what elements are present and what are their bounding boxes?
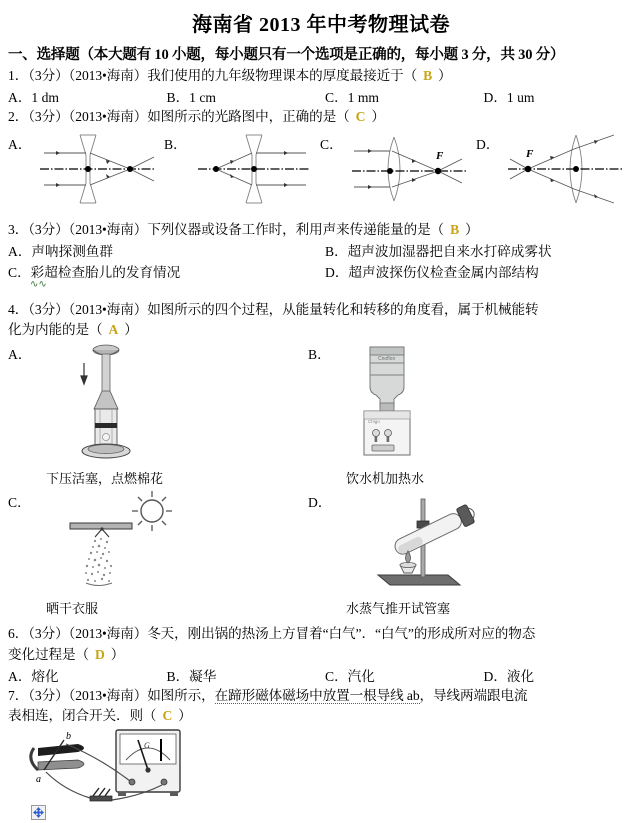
- question-6-answer: D: [89, 647, 111, 662]
- concave-lens-converging-diagram: [34, 129, 162, 209]
- horseshoe-magnet-circuit-diagram: [20, 726, 220, 806]
- question-3-stem: [8, 220, 642, 239]
- fire-piston-icon: [70, 341, 142, 463]
- convex-lens-from-focus-diagram: [502, 129, 630, 209]
- question-4-option-a-label: A．: [8, 341, 36, 363]
- svg-text:Chigo: Chigo: [368, 419, 380, 424]
- question-2-option-c-focus-label: F: [435, 150, 444, 162]
- clothes-drying-sun-icon: [64, 489, 194, 593]
- question-4-option-d-label: D．: [308, 489, 336, 511]
- text-caret: [160, 739, 162, 761]
- svg-text:Cnoflon: Cnoflon: [378, 356, 395, 362]
- question-2-option-d-focus-label: F: [525, 148, 534, 160]
- question-2-option-a-label: A．: [8, 129, 34, 153]
- section-heading: 一、选择题（本大题有 10 小题，每小题只有一个选项是正确的，每小题 3 分，共 30 分）: [8, 43, 642, 64]
- question-2-option-b[interactable]: [164, 129, 320, 209]
- question-4-picture-row-2: [8, 489, 642, 617]
- question-1-stem-close: ）: [438, 68, 452, 83]
- question-2-option-d-label: D．: [476, 129, 502, 153]
- question-1-stem-text: 1．（3分）（2013•海南）我们使用的九年级物理课本的厚度最接近于（: [8, 68, 417, 83]
- question-3-option-d[interactable]: D．超声波探伤仪检查金属内部结构: [325, 261, 642, 281]
- test-tube-steam-image-wrap: [336, 489, 488, 597]
- question-2-figure-row: [8, 129, 642, 209]
- question-2-option-d[interactable]: [476, 129, 632, 209]
- test-tube-steam-icon: [372, 489, 488, 593]
- question-4-stem-line1: 4．（3分）（2013•海南）如图所示的四个过程，从能量转化和转移的角度看，属于机械能转: [8, 300, 642, 319]
- question-7-wire-label-a: a: [36, 774, 41, 785]
- question-7-wire-label-b: b: [66, 731, 71, 742]
- question-7-answer: C: [156, 708, 178, 723]
- fire-piston-image-wrap: [36, 341, 142, 467]
- question-6-option-c[interactable]: C．汽化: [325, 665, 484, 685]
- question-4-option-b-caption: 饮水机加热水: [336, 468, 424, 487]
- question-4-option-b[interactable]: [308, 341, 608, 487]
- question-1-option-c[interactable]: C．1 mm: [325, 86, 484, 106]
- question-7-stem-line2-close: ）: [178, 708, 192, 723]
- question-4-option-d-caption: 水蒸气推开试管塞: [336, 598, 450, 617]
- move-icon[interactable]: [31, 805, 46, 820]
- spacer-after-q4: [0, 617, 642, 623]
- question-6-options: [8, 665, 642, 685]
- question-2-stem-close: ）: [371, 109, 385, 124]
- question-3-options-row1: [8, 240, 642, 260]
- question-7-stem-line1-a: 7．（3分）（2013•海南）如图所示，: [8, 688, 215, 703]
- question-1-option-d[interactable]: D．1 um: [484, 86, 642, 106]
- convex-lens-converging-diagram: [346, 129, 474, 209]
- exam-page: [0, 8, 642, 823]
- question-1-option-a[interactable]: A．1 dm: [8, 86, 167, 106]
- question-2-stem: [8, 107, 642, 126]
- question-6-option-a[interactable]: A．熔化: [8, 665, 167, 685]
- question-7-stem-line1-b: 在蹄形磁体磁场中放置一根导线 ab: [215, 688, 420, 704]
- question-4-answer: A: [102, 322, 124, 337]
- question-1-options: [8, 86, 642, 106]
- question-6-stem-line2: [8, 645, 642, 664]
- question-4-stem-line2: [8, 320, 642, 339]
- question-6-option-b[interactable]: B．凝华: [167, 665, 326, 685]
- move-arrows-icon: [33, 807, 44, 818]
- question-7-figure-wrap: [20, 726, 642, 810]
- question-2-stem-text: 2．（3分）（2013•海南）如图所示的光路图中，正确的是（: [8, 109, 350, 124]
- question-2-answer: C: [350, 109, 372, 124]
- question-4-option-d[interactable]: [308, 489, 608, 617]
- question-7-stem-line2: [8, 706, 642, 725]
- question-7-stem-line2-text: 表相连，闭合开关．则（: [8, 708, 156, 723]
- water-dispenser-image-wrap: [336, 341, 420, 467]
- page-title: 海南省 2013 年中考物理试卷: [0, 8, 642, 37]
- spacer-after-q3: [0, 289, 642, 299]
- question-3-stem-text: 3．（3分）（2013•海南）下列仪器或设备工作时，利用声来传递能量的是（: [8, 222, 444, 237]
- clothes-drying-image-wrap: [36, 489, 194, 597]
- question-6-option-d[interactable]: D．液化: [484, 665, 642, 685]
- question-4-option-c-caption: 晒干衣服: [36, 598, 98, 617]
- question-1-option-b[interactable]: B．1 cm: [167, 86, 326, 106]
- question-2-option-c-label: C．: [320, 129, 346, 153]
- question-4-option-a-caption: 下压活塞，点燃棉花: [36, 468, 163, 487]
- spellcheck-squiggle: ∿∿: [30, 281, 642, 289]
- question-4-option-c[interactable]: [8, 489, 308, 617]
- question-7-stem-line1-c: ，导线两端跟电流: [420, 688, 528, 703]
- question-3-option-a[interactable]: A．声呐探测鱼群: [8, 240, 325, 260]
- question-1-stem: [8, 66, 642, 85]
- question-6-stem-line2-text: 变化过程是（: [8, 647, 89, 662]
- question-2-option-c[interactable]: [320, 129, 476, 209]
- question-4-stem-line2-close: ）: [124, 322, 138, 337]
- question-4-option-c-label: C．: [8, 489, 36, 511]
- question-3-answer: B: [444, 222, 465, 237]
- question-3-option-c[interactable]: C．彩超检查胎儿的发育情况: [8, 261, 325, 281]
- question-3-option-b[interactable]: B．超声波加湿器把自来水打碎成雾状: [325, 240, 642, 260]
- question-2-option-b-label: B．: [164, 129, 190, 153]
- question-7-stem-line1: [8, 686, 642, 705]
- concave-lens-diverging-diagram: [190, 129, 318, 209]
- question-1-answer: B: [417, 68, 438, 83]
- question-3-options-row2: [8, 261, 642, 281]
- question-4-stem-line2-text: 化为内能的是（: [8, 322, 102, 337]
- question-6-stem-line2-close: ）: [111, 647, 125, 662]
- question-4-picture-row-1: [8, 341, 642, 487]
- water-dispenser-icon: [354, 341, 420, 463]
- question-4-option-a[interactable]: [8, 341, 308, 487]
- question-4-option-b-label: B．: [308, 341, 336, 363]
- question-3-stem-close: ）: [465, 222, 479, 237]
- question-6-stem-line1: 6．（3分）（2013•海南）冬天，刚出锅的热汤上方冒着“白气”．“白气”的形成所对应的物态: [8, 624, 642, 643]
- question-2-option-a[interactable]: [8, 129, 164, 209]
- question-7-meter-label: G: [144, 741, 150, 750]
- spacer-after-q2: [0, 209, 642, 219]
